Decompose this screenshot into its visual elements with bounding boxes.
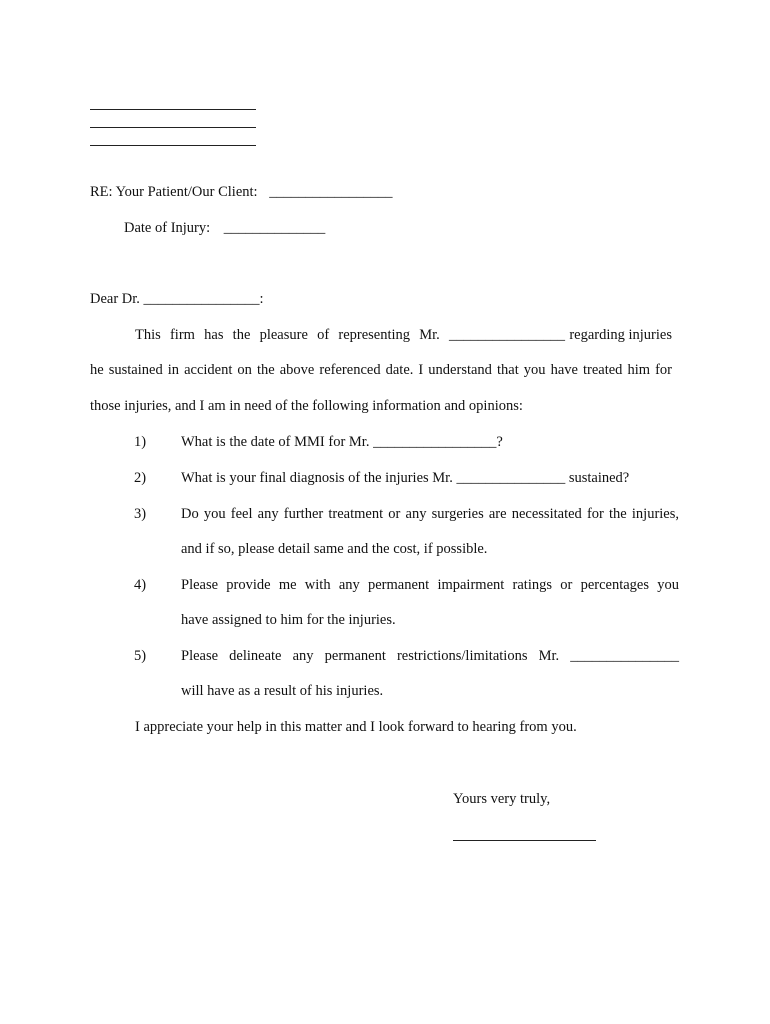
question-1-number: 1)	[134, 434, 147, 450]
address-line-3[interactable]	[90, 145, 256, 146]
question-3-text-line-2: and if so, please detail same and the cost, if possible.	[181, 541, 488, 557]
address-line-1[interactable]	[90, 109, 256, 110]
intro-line-3: those injuries, and I am in need of the following information and opinions:	[90, 398, 523, 414]
question-5-text-line-2: will have as a result of his injuries.	[181, 683, 384, 699]
intro-line-1-right: regarding injuries	[569, 327, 672, 343]
closing-line: I appreciate your help in this matter and I look forward to hearing from you.	[135, 719, 577, 735]
question-5-text-line-1: Please delineate any permanent restrictions/limitations Mr. _______________	[181, 648, 679, 664]
date-of-injury-label: Date of Injury:	[124, 220, 211, 236]
question-4-text-line-1: Please provide me with any permanent impairment ratings or percentages you	[181, 577, 679, 593]
re-label: RE: Your Patient/Our Client:	[90, 184, 258, 200]
date-of-injury-line	[124, 220, 325, 237]
question-3-text-line-1: Do you feel any further treatment or any surgeries are necessitated for the injuries,	[181, 506, 679, 522]
intro-line-1-left: This firm has the pleasure of representing Mr. ________________	[135, 327, 565, 343]
question-3-number: 3)	[134, 506, 147, 522]
signature-line[interactable]	[453, 840, 596, 841]
address-line-2[interactable]	[90, 127, 256, 128]
question-5-number: 5)	[134, 648, 147, 664]
salutation: Dear Dr. ________________:	[90, 291, 264, 307]
signoff: Yours very truly,	[453, 791, 551, 807]
date-of-injury-blank[interactable]: ______________	[223, 220, 326, 236]
question-1-text: What is the date of MMI for Mr. _________________?	[181, 434, 503, 450]
question-4-text-line-2: have assigned to him for the injuries.	[181, 612, 396, 628]
question-2-text: What is your final diagnosis of the injuries Mr. _______________ sustained?	[181, 470, 630, 486]
client-name-blank[interactable]: _________________	[269, 184, 393, 200]
re-line	[90, 184, 392, 201]
question-2-number: 2)	[134, 470, 147, 486]
intro-line-2: he sustained in accident on the above referenced date. I understand that you have treated him for	[90, 362, 672, 378]
question-4-number: 4)	[134, 577, 147, 593]
